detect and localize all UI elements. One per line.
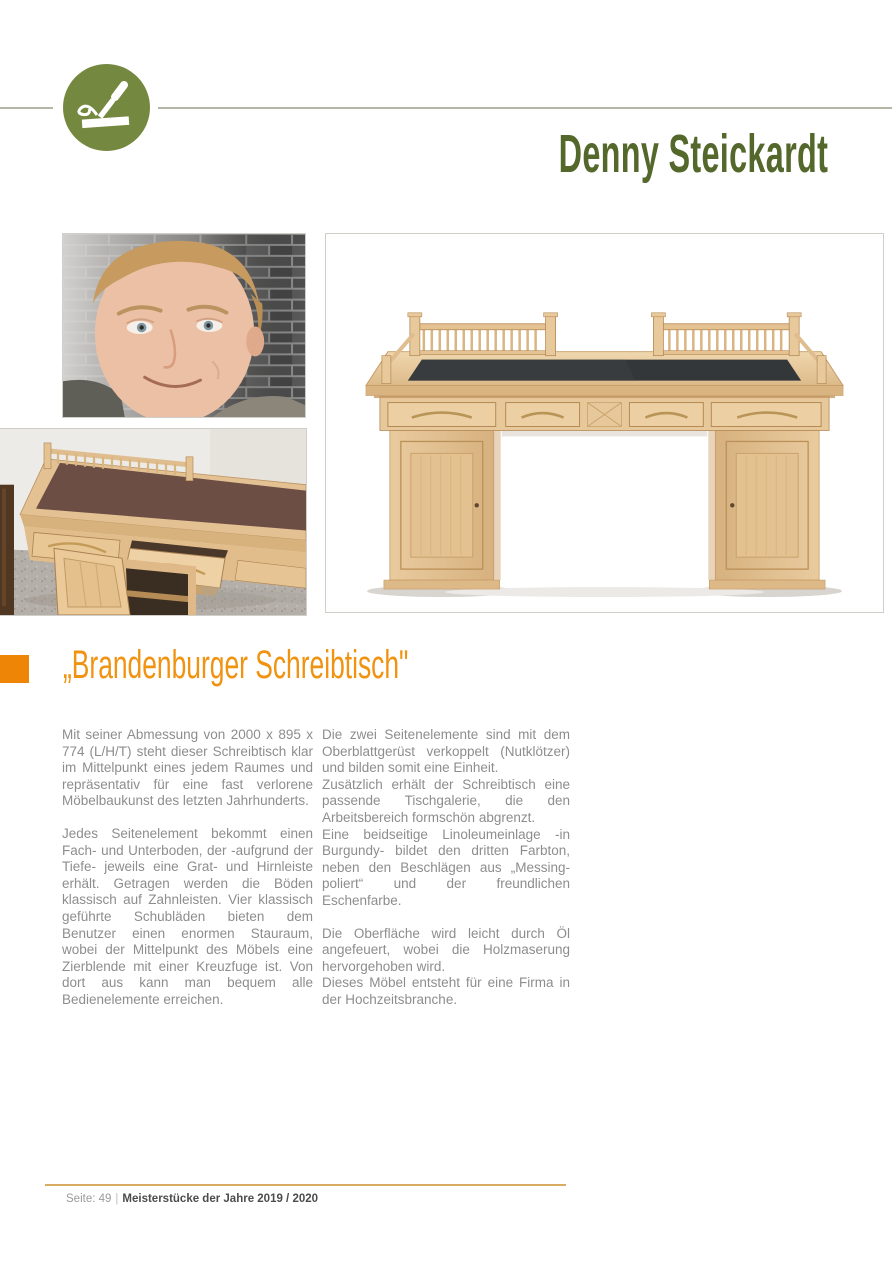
chisel-wood-shaving-icon [63, 64, 150, 151]
desk-front-illustration [326, 234, 883, 612]
portrait-photo [62, 233, 306, 418]
desk-front-photo [325, 233, 884, 613]
paragraph: Eine beidseitige Linoleumeinlage -in Burgundy- bildet den dritten Farbton, neben den Beschlägen aus „Messing-poliert“ und der freundlichen Eschenfarbe. [322, 826, 570, 908]
paragraph: Mit seiner Abmessung von 2000 x 895 x 774 (L/H/T) steht dieser Schreibtisch klar im Mittelpunkt eines jedem Raumes und repräsentativ für eine fast verlorene Möbelbaukunst des letzten Jahrhunderts. [62, 727, 313, 809]
paragraph: Dieses Möbel entsteht für eine Firma in der Hochzeitsbranche. [322, 975, 570, 1007]
section-heading: „Brandenburger Schreibtisch" [63, 643, 409, 687]
desk-detail-illustration [0, 429, 306, 615]
artisan-name: Denny Steickardt [558, 124, 828, 184]
text-column-left [62, 727, 313, 1009]
section-accent-square [0, 655, 29, 683]
footer-page-label: Seite: 49 [66, 1193, 112, 1205]
logo-badge [63, 64, 150, 151]
footer-publication-title: Meisterstücke der Jahre 2019 / 2020 [122, 1193, 319, 1205]
footer-rule [45, 1184, 566, 1186]
text-column-right [322, 727, 570, 1009]
footer [66, 1193, 318, 1205]
portrait-illustration [63, 234, 305, 417]
header-rule-right [158, 107, 892, 109]
paragraph: Jedes Seitenelement bekommt einen Fach- und Unterboden, der -aufgrund der Tiefe- jeweils eine Grat- und Hirnleiste erhält. Getragen werden die Böden klassisch auf Zahnleisten. Vier klassisch geführte Schubläden bieten dem Benutzer einen enormen Stauraum, wobei der Mittelpunkt des Möbels eine Zierblende mit einer Kreuzfuge ist. Von dort aus kann man bequem alle Bedienelemente erreichen. [62, 825, 313, 1007]
paragraph: Die zwei Seitenelemente sind mit dem Oberblattgerüst verkoppelt (Nutklötzer) und bilden somit eine Einheit. [322, 727, 570, 776]
paragraph: Zusätzlich erhält der Schreibtisch eine passende Tischgalerie, die den Arbeitsbereich formschön abgrenzt. [322, 776, 570, 825]
footer-separator: | [115, 1193, 119, 1205]
desk-detail-photo [0, 428, 307, 616]
paragraph: Die Oberfläche wird leicht durch Öl angefeuert, wobei die Holzmaserung hervorgehoben wird. [322, 925, 570, 974]
header-rule-left [0, 107, 53, 109]
